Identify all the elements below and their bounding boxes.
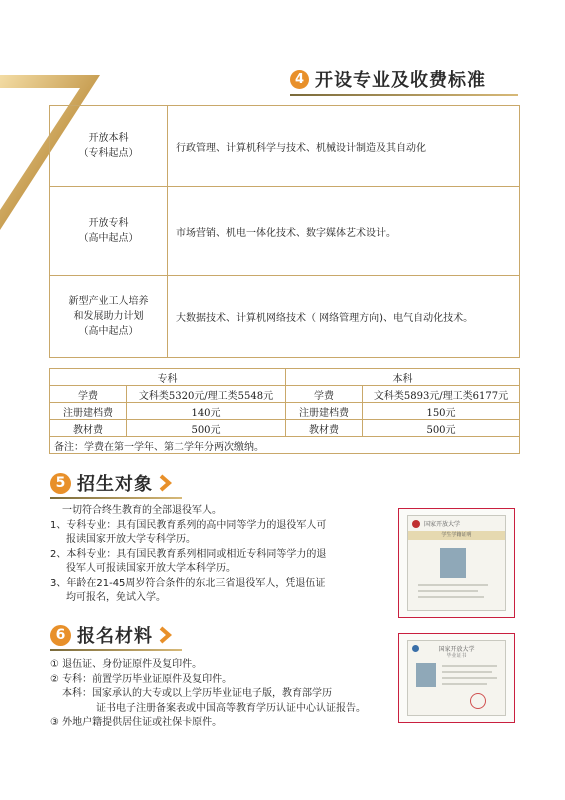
section-5-header bbox=[50, 470, 172, 496]
major-level-label: 开放本科 （专科起点） bbox=[50, 106, 168, 187]
section-4-header bbox=[290, 66, 486, 92]
school-logo-icon bbox=[412, 520, 420, 528]
list-item: 1、专科专业：具有国民教育系列的高中同等学力的退役军人可 bbox=[50, 519, 327, 531]
section-number-badge: 4 bbox=[290, 70, 309, 89]
table-row bbox=[50, 403, 520, 420]
table-row bbox=[50, 187, 520, 276]
list-item: 本科：国家承认的大专或以上学历毕业证电子版，教育部学历 bbox=[62, 688, 332, 699]
photo-placeholder bbox=[416, 663, 436, 687]
photo-placeholder bbox=[440, 548, 466, 578]
official-seal-icon bbox=[470, 693, 486, 709]
column-header-benke: 本科 bbox=[286, 369, 520, 386]
eligibility-list bbox=[50, 504, 380, 606]
section-underline bbox=[50, 497, 182, 499]
list-item: 3、年龄在21-45周岁符合条件的东北三省退役军人，凭退伍证 bbox=[50, 577, 326, 589]
major-list: 行政管理、计算机科学与技术、机械设计制造及其自动化 bbox=[168, 106, 520, 187]
fee-value: 150元 bbox=[363, 403, 520, 420]
major-level-label: 新型产业工人培养 和发展助力计划 （高中起点） bbox=[50, 276, 168, 358]
table-row bbox=[50, 420, 520, 437]
fee-value: 140元 bbox=[127, 403, 286, 420]
fee-value: 文科类5320元/理工类5548元 bbox=[127, 386, 286, 403]
list-item: ② 专科：前置学历毕业证原件及复印件。 bbox=[50, 673, 233, 685]
majors-table bbox=[49, 105, 520, 358]
chevron-right-icon bbox=[158, 474, 172, 492]
fee-value: 文科类5893元/理工类6177元 bbox=[363, 386, 520, 403]
section-underline bbox=[290, 94, 518, 96]
table-row bbox=[50, 276, 520, 358]
list-item: 役军人可报读国家开放大学本科学历。 bbox=[66, 563, 236, 574]
table-row bbox=[50, 369, 520, 386]
materials-list bbox=[50, 658, 410, 731]
fee-label: 注册建档费 bbox=[50, 403, 127, 420]
chevron-right-icon bbox=[158, 626, 172, 644]
list-item: 报读国家开放大学专科学历。 bbox=[66, 534, 196, 545]
column-header-zhuanke: 专科 bbox=[50, 369, 286, 386]
major-list: 大数据技术、计算机网络技术（ 网络管理方向)、电气自动化技术。 bbox=[168, 276, 520, 358]
graduation-certificate-image: 国家开放大学 毕业证书 bbox=[398, 633, 515, 723]
fee-table bbox=[49, 368, 520, 454]
fee-label: 注册建档费 bbox=[286, 403, 363, 420]
fee-label: 学费 bbox=[50, 386, 127, 403]
section-title: 报名材料 bbox=[77, 626, 153, 647]
table-row bbox=[50, 437, 520, 454]
list-item: ① 退伍证、身份证原件及复印件。 bbox=[50, 659, 203, 670]
section-number-badge: 6 bbox=[50, 625, 71, 646]
section-number-badge: 5 bbox=[50, 473, 71, 494]
list-item: 均可报名，免试入学。 bbox=[66, 592, 166, 603]
list-item: ③ 外地户籍提供居住证或社保卡原件。 bbox=[50, 717, 223, 728]
table-row bbox=[50, 106, 520, 187]
list-item: 一切符合终生教育的全部退役军人。 bbox=[62, 505, 222, 516]
section-underline bbox=[50, 649, 182, 651]
section-6-header bbox=[50, 622, 172, 648]
fee-label: 教材费 bbox=[50, 420, 127, 437]
fee-note: 备注：学费在第一学年、第二学年分两次缴纳。 bbox=[50, 437, 520, 454]
student-status-certificate-image: 国家开放大学 学生学籍证明 bbox=[398, 508, 515, 618]
section-title: 招生对象 bbox=[77, 474, 153, 495]
list-item: 2、本科专业：具有国民教育系列相同或相近专科同等学力的退 bbox=[50, 548, 327, 560]
fee-label: 学费 bbox=[286, 386, 363, 403]
fee-value: 500元 bbox=[363, 420, 520, 437]
major-level-label: 开放专科 （高中起点） bbox=[50, 187, 168, 276]
section-title: 开设专业及收费标准 bbox=[315, 70, 486, 91]
table-row bbox=[50, 386, 520, 403]
major-list: 市场营销、机电一体化技术、数字媒体艺术设计。 bbox=[168, 187, 520, 276]
fee-label: 教材费 bbox=[286, 420, 363, 437]
list-item: 证书电子注册备案表或中国高等教育学历认证中心认证报告。 bbox=[96, 702, 366, 714]
fee-value: 500元 bbox=[127, 420, 286, 437]
